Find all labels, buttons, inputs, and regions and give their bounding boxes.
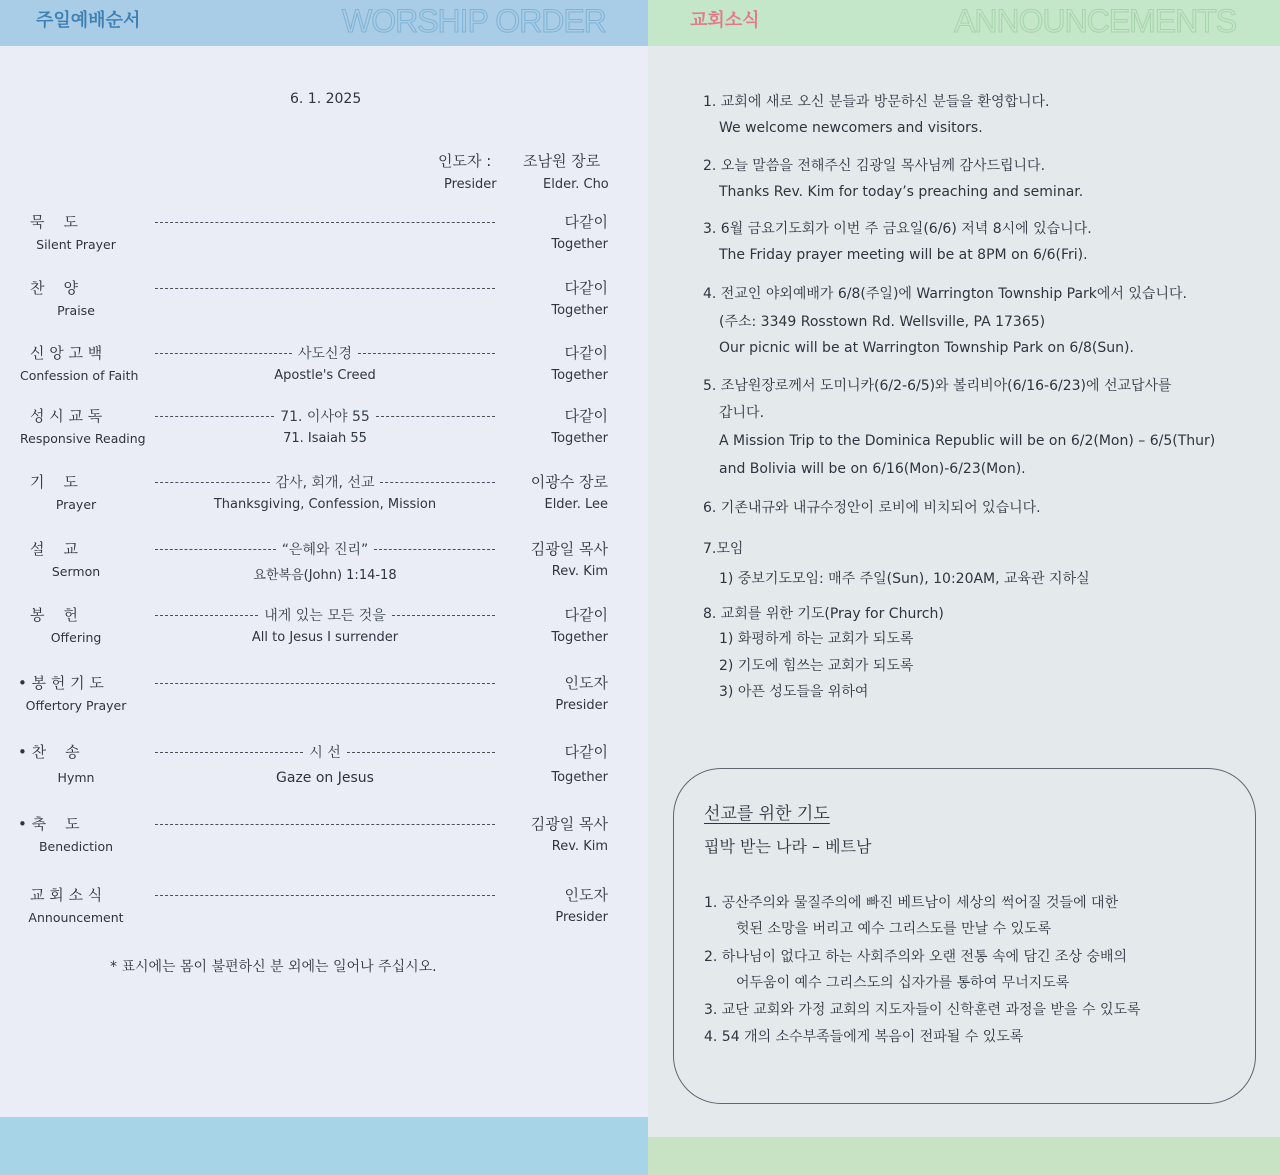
mission-prayer-subtitle: 핍박 받는 나라 – 베트남	[704, 837, 872, 856]
order-item-leader-ko: 인도자	[564, 674, 608, 692]
order-item-confession-of-faith	[0, 342, 648, 402]
dotted-leader	[155, 672, 495, 694]
dotted-leader	[155, 604, 495, 626]
header-title-ko: 교회소식	[690, 10, 760, 31]
announcement-line: We welcome newcomers and visitors.	[719, 120, 983, 136]
order-item-title-en: Sermon	[51, 564, 101, 579]
mission-prayer-title: 선교를 위한 기도	[704, 804, 830, 824]
order-item-title-ko: • 봉 헌 기 도	[18, 674, 104, 692]
order-item-content-en: 71. Isaiah 55	[283, 431, 367, 446]
order-item-title-ko: 봉 헌	[30, 606, 79, 624]
announcement-line: (주소: 3349 Rosstown Rd. Wellsville, PA 17365)	[719, 314, 1046, 330]
order-item-hymn	[0, 741, 648, 801]
order-item-offertory-prayer	[0, 672, 648, 732]
order-item-leader-en: Rev. Kim	[551, 564, 608, 579]
order-item-title-en: Offertory Prayer	[25, 698, 127, 713]
order-item-title-en: Responsive Reading	[20, 431, 146, 446]
order-item-leader-en: Together	[551, 630, 608, 645]
order-item-content-en: Gaze on Jesus	[276, 770, 374, 786]
announcement-line: Our picnic will be at Warrington Township Park on 6/8(Sun).	[719, 340, 1134, 356]
header-title-en: WORSHIP ORDER	[342, 3, 606, 39]
order-item-content-ko: 내게 있는 모든 것을	[264, 608, 386, 624]
order-item-benediction	[0, 813, 648, 873]
order-item-title-ko: 신 앙 고 백	[30, 344, 103, 362]
dotted-leader	[155, 538, 495, 560]
order-item-title-ko: 교 회 소 식	[30, 886, 103, 904]
announcement-line: 2. 오늘 말씀을 전해주신 김광일 목사님께 감사드립니다.	[703, 158, 1046, 174]
dotted-leader	[155, 471, 495, 493]
mission-prayer-item: 2. 하나님이 없다고 하는 사회주의와 오랜 전통 속에 담긴 조상 숭배의	[704, 949, 1128, 965]
order-item-title-ko: 성 시 교 독	[30, 407, 103, 425]
presider-label-ko: 인도자 :	[438, 152, 492, 170]
right-footer-band	[648, 1137, 1280, 1175]
order-item-leader-en: Rev. Kim	[551, 839, 608, 854]
dotted-leader	[155, 211, 495, 233]
order-item-praise	[0, 277, 648, 337]
order-item-content-ko: 시 선	[309, 745, 341, 761]
order-item-title-en: Confession of Faith	[20, 368, 139, 383]
dotted-leader	[155, 884, 495, 906]
announcement-line: 6. 기존내규와 내규수정안이 로비에 비치되어 있습니다.	[703, 500, 1041, 516]
dotted-leader	[155, 813, 495, 835]
order-item-leader-en: Presider	[555, 698, 608, 713]
order-item-title-ko: 설 교	[30, 540, 79, 558]
announcement-line: 3) 아픈 성도들을 위하여	[719, 684, 869, 700]
dotted-leader	[155, 741, 495, 763]
service-date: 6. 1. 2025	[290, 91, 362, 107]
dotted-leader	[155, 405, 495, 427]
order-item-leader-ko: 다같이	[564, 606, 608, 624]
presider-name-ko: 조남원 장로	[523, 152, 601, 170]
order-item-leader-en: Together	[551, 770, 608, 785]
order-item-leader-ko: 김광일 목사	[530, 540, 608, 558]
order-item-content-ko: 사도신경	[297, 346, 353, 362]
order-item-leader-ko: 다같이	[564, 407, 608, 425]
presider-name-en: Elder. Cho	[543, 177, 609, 192]
order-item-content-en: All to Jesus I surrender	[251, 630, 399, 645]
announcement-line: 4. 전교인 야외예배가 6/8(주일)에 Warrington Township Park에서 있습니다.	[703, 286, 1187, 302]
order-item-leader-ko: 다같이	[564, 279, 608, 297]
dotted-leader	[155, 342, 495, 364]
order-item-title-en: Praise	[57, 303, 95, 318]
announcement-line: 갑니다.	[719, 405, 765, 421]
order-item-title-ko: 묵 도	[30, 213, 79, 231]
order-item-title-ko: • 축 도	[18, 815, 80, 833]
announcement-line: 1) 화평하게 하는 교회가 되도록	[719, 631, 914, 647]
order-item-prayer	[0, 471, 648, 531]
order-item-title-ko: • 찬 송	[18, 743, 80, 761]
announcement-line: 1. 교회에 새로 오신 분들과 방문하신 분들을 환영합니다.	[703, 94, 1050, 110]
announcement-line: Thanks Rev. Kim for today’s preaching and seminar.	[719, 184, 1084, 200]
presider-label-en: Presider	[444, 177, 497, 192]
order-item-leader-en: Together	[551, 303, 608, 318]
order-item-content-en: Thanksgiving, Confession, Mission	[213, 497, 437, 512]
order-item-title-en: Prayer	[55, 497, 97, 512]
announcement-line: 2) 기도에 힘쓰는 교회가 되도록	[719, 658, 914, 674]
order-item-announcement	[0, 884, 648, 944]
announcement-line: and Bolivia will be on 6/16(Mon)-6/23(Mon).	[719, 461, 1026, 477]
order-item-title-en: Hymn	[57, 770, 95, 785]
order-item-silent-prayer	[0, 211, 648, 271]
mission-prayer-item: 4. 54 개의 소수부족들에게 복음이 전파될 수 있도록	[704, 1029, 1024, 1045]
left-footer-band	[0, 1117, 648, 1175]
order-item-sermon	[0, 538, 648, 598]
order-item-leader-ko: 다같이	[564, 213, 608, 231]
order-item-responsive-reading	[0, 405, 648, 465]
order-item-leader-ko: 이광수 장로	[530, 473, 608, 491]
order-item-content-ko: 감사, 회개, 선교	[275, 475, 375, 491]
order-item-content-ko: 71. 이사야 55	[280, 409, 370, 425]
order-item-leader-ko: 다같이	[564, 344, 608, 362]
order-item-leader-en: Together	[551, 431, 608, 446]
standing-note: * 표시에는 몸이 불편하신 분 외에는 일어나 주십시오.	[110, 959, 437, 975]
announcement-line: The Friday prayer meeting will be at 8PM on 6/6(Fri).	[719, 247, 1088, 263]
order-item-title-en: Silent Prayer	[36, 237, 116, 252]
order-item-leader-ko: 인도자	[564, 886, 608, 904]
order-item-title-en: Benediction	[38, 839, 114, 854]
order-item-title-en: Announcement	[28, 910, 124, 925]
announcement-line: 5. 조남원장로께서 도미니카(6/2-6/5)와 볼리비아(6/16-6/23)에 선교답사를	[703, 378, 1172, 394]
order-item-leader-en: Elder. Lee	[544, 497, 608, 512]
mission-prayer-box	[673, 768, 1256, 1104]
mission-prayer-item: 1. 공산주의와 물질주의에 빠진 베트남이 세상의 썩어질 것들에 대한	[704, 895, 1119, 911]
announcements-header	[648, 0, 1280, 46]
order-item-leader-en: Together	[551, 237, 608, 252]
announcement-line: A Mission Trip to the Dominica Republic will be on 6/2(Mon) – 6/5(Thur)	[719, 433, 1216, 449]
order-item-offering	[0, 604, 648, 664]
dotted-leader	[155, 277, 495, 299]
mission-prayer-item: 헛된 소망을 버리고 예수 그리스도를 만날 수 있도록	[736, 921, 1052, 937]
mission-prayer-item: 어두움이 예수 그리스도의 십자가를 통하여 무너지도록	[736, 975, 1070, 991]
order-item-title-en: Offering	[50, 630, 102, 645]
announcement-line: 7.모임	[703, 541, 744, 557]
order-item-title-ko: 기 도	[30, 473, 79, 491]
header-title-en: ANNOUNCEMENTS	[954, 3, 1237, 39]
order-item-leader-en: Together	[551, 368, 608, 383]
order-item-title-ko: 찬 양	[30, 279, 79, 297]
mission-prayer-item: 3. 교단 교회와 가정 교회의 지도자들이 신학훈련 과정을 받을 수 있도록	[704, 1002, 1141, 1018]
order-item-leader-ko: 김광일 목사	[530, 815, 608, 833]
order-item-content-en: Apostle's Creed	[274, 368, 376, 383]
order-item-leader-ko: 다같이	[564, 743, 608, 761]
order-item-leader-en: Presider	[555, 910, 608, 925]
order-item-content-en: 요한복음(John) 1:14-18	[253, 568, 397, 583]
announcement-line: 8. 교회를 위한 기도(Pray for Church)	[703, 606, 944, 622]
announcement-line: 1) 중보기도모임: 매주 주일(Sun), 10:20AM, 교육관 지하실	[719, 571, 1090, 587]
worship-order-header	[0, 0, 648, 46]
order-item-content-ko: “은혜와 진리”	[281, 542, 369, 558]
announcement-line: 3. 6월 금요기도회가 이번 주 금요일(6/6) 저녁 8시에 있습니다.	[703, 221, 1092, 237]
header-title-ko: 주일예배순서	[36, 10, 141, 31]
